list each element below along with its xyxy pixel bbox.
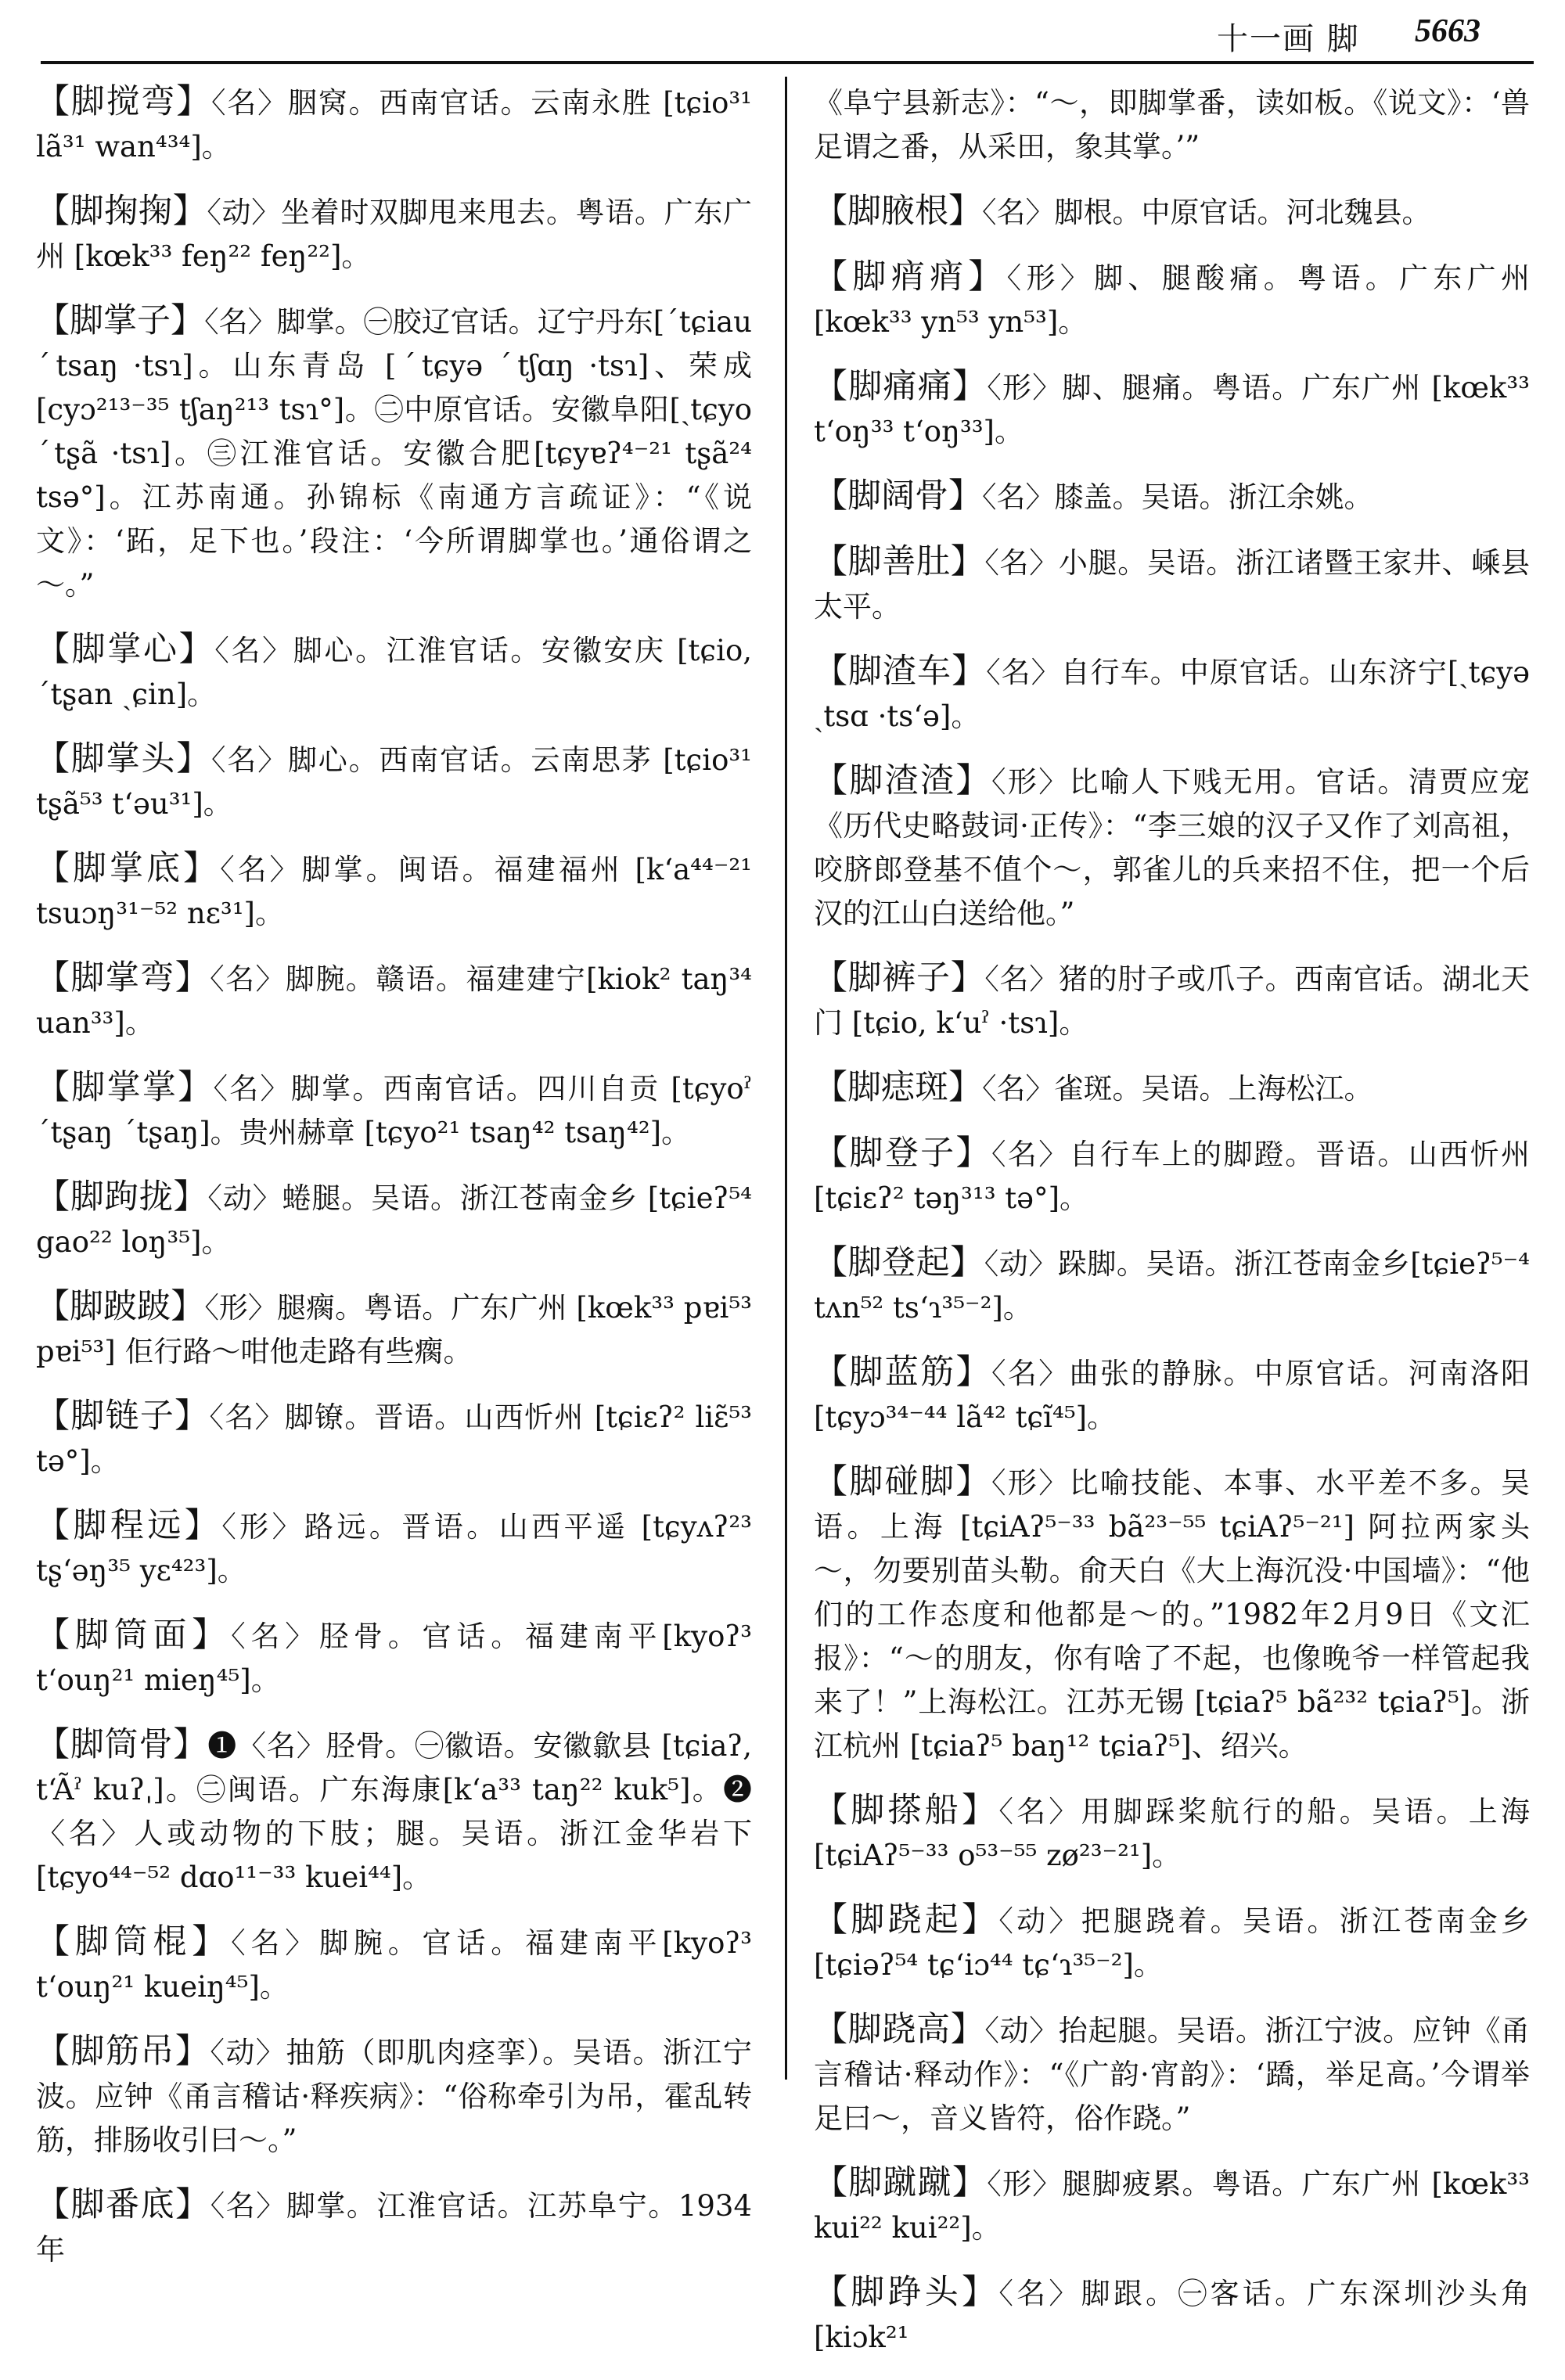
entry-definition: 〈名〉脚腕。官话。福建南平[kyoʔ³ tʻouŋ²¹ kueiŋ⁴⁵]。 (36, 1926, 753, 2004)
entry-headword: 【脚筒棍】 (36, 1922, 232, 1961)
dictionary-entry (36, 299, 752, 607)
dictionary-entry (814, 1131, 1530, 1221)
entry-definition: 〈名〉脚掌。闽语。福建福州 [kʻa⁴⁴⁻²¹ tsuɔŋ³¹⁻⁵² nɛ³¹]。 (36, 853, 753, 930)
dictionary-entry (814, 1789, 1530, 1878)
entry-definition: 〈形〉腿脚疲累。粤语。广东广州 [kœk³³ kui²² kui²²]。 (814, 2167, 1531, 2245)
entry-definition: 〈形〉腿瘸。粤语。广东广州 [kœk³³ pɐi⁵³ pɐi⁵³] 佢行路～咁他走路有些瘸。 (36, 1291, 753, 1368)
entry-headword: 【脚碰脚】 (814, 1462, 991, 1501)
dictionary-entry (36, 1504, 752, 1593)
entry-headword: 【脚痛痛】 (814, 367, 988, 406)
entry-definition: 〈名〉胭窝。西南官话。云南永胜 [tɕio³¹ lã³¹ wan⁴³⁴]。 (36, 86, 753, 164)
entry-definition: 〈名〉雀斑。吴语。上海松江。 (982, 1072, 1373, 1106)
header-rule (41, 61, 1534, 64)
entry-headword: 【脚腋根】 (814, 192, 982, 231)
entry-headword: 【脚筒骨】 (36, 1725, 208, 1764)
entry-definition: 《阜宁县新志》：“～，即脚掌番，读如板。《说文》：‘兽足谓之番，从采田，象其掌。’” (814, 86, 1530, 164)
dictionary-entry (36, 1723, 752, 1900)
entry-headword: 【脚掌子】 (36, 301, 205, 340)
entry-definition: ❶〈名〉胫骨。㊀徽语。安徽歙县 [tɕiaʔ, tʻÃˀ kuʔˌ]。㊁闽语。广东海康[kʻa³³ taŋ²² kuk⁵]。❷〈名〉人或动物的下肢；腿。吴语。浙江金华岩下 [tɕyo⁴⁴⁻⁵² dɑo¹¹⁻³³ kuei⁴⁴]。 (36, 1729, 752, 1894)
entry-definition: 〈形〉比喻人下贱无用。官话。清贾应宠《历代史略鼓词·正传》：“李三娘的汉子又作了刘高祖，咬脐郎登基不值个～，郭雀儿的兵来招不住，把一个后汉的江山白送给他。” (814, 765, 1531, 930)
dictionary-entry (814, 2161, 1530, 2250)
entry-definition: 〈名〉脚根。中原官话。河北魏县。 (982, 196, 1431, 229)
dictionary-entry (36, 1920, 752, 2009)
entry-headword: 【脚蹴蹴】 (814, 2163, 988, 2202)
entry-headword: 【脚掌心】 (36, 630, 215, 669)
entry-definition: 〈名〉小腿。吴语。浙江诸暨王家井、嵊县太平。 (814, 546, 1531, 624)
dictionary-entry (814, 2008, 1530, 2141)
entry-headword: 【脚善肚】 (814, 542, 985, 581)
dictionary-entry (814, 365, 1530, 454)
dictionary-entry (814, 2270, 1530, 2360)
entry-definition: 〈名〉脚掌。江淮官话。江苏阜宁。1934年 (36, 2189, 752, 2267)
dictionary-entry (814, 255, 1530, 344)
entry-headword: 【脚筋吊】 (36, 2032, 210, 2071)
dictionary-entry (814, 189, 1530, 235)
entry-headword: 【脚跷高】 (814, 2010, 985, 2049)
entry-headword: 【脚筒面】 (36, 1616, 232, 1655)
entry-headword: 【脚跛跛】 (36, 1287, 205, 1326)
dictionary-entry (814, 1898, 1530, 1987)
dictionary-entry (36, 1394, 752, 1483)
dictionary-entry (814, 759, 1530, 936)
page-header (0, 0, 1565, 56)
dictionary-entry (36, 2183, 752, 2272)
entry-definition: 〈形〉脚、腿痛。粤语。广东广州 [kœk³³ tʻoŋ³³ tʻoŋ³³]。 (814, 371, 1531, 448)
dictionary-entry (814, 1241, 1530, 1330)
entry-definition: 〈动〉坐着时双脚甩来甩去。粤语。广东广州 [kœk³³ feŋ²² feŋ²²]。 (36, 196, 753, 273)
dictionary-entry (36, 1285, 752, 1374)
entry-headword: 【脚跔拢】 (36, 1177, 208, 1217)
dictionary-entry (36, 1613, 752, 1702)
entry-definition: 〈动〉蜷腿。吴语。浙江苍南金乡 [tɕieʔ⁵⁴ gao²² loŋ³⁵]。 (36, 1181, 752, 1259)
right-column (814, 80, 1530, 2380)
dictionary-entry (36, 956, 752, 1045)
entry-definition: 〈动〉把腿跷着。吴语。浙江苍南金乡 [tɕiəʔ⁵⁴ tɕʻiɔ⁴⁴ tɕʻɿ³⁵⁻²]。 (814, 1904, 1531, 1982)
entry-headword: 【脚阔骨】 (814, 476, 982, 516)
page-number: 5663 (1415, 13, 1480, 49)
section-title: 十一画 脚 (1217, 21, 1360, 57)
entry-definition: 〈动〉跺脚。吴语。浙江苍南金乡[tɕieʔ⁵⁻⁴ tʌn⁵² tsʻɿ³⁵⁻²]。 (814, 1247, 1531, 1325)
entry-headword: 【脚掌底】 (36, 849, 221, 888)
entry-headword: 【脚程远】 (36, 1506, 222, 1545)
entry-headword: 【脚登起】 (814, 1243, 984, 1282)
entry-headword: 【脚痣斑】 (814, 1068, 982, 1107)
dictionary-entry (36, 189, 752, 279)
dictionary-entry (36, 1175, 752, 1264)
entry-headword: 【脚跷起】 (814, 1900, 999, 1940)
entry-headword: 【脚掬掬】 (36, 192, 207, 231)
entry-definition: 〈名〉脚掌。㊀胶辽官话。辽宁丹东[ˊtɕiau ˊtsaŋ ·tsɿ]。山东青岛 [ˊtɕyə ˊtʃɑŋ ·tsɿ]、荣成[cyɔ²¹³⁻³⁵ tʃaŋ²¹³ tsɿ°]。㊁中原官话。安徽阜阳[ˏtɕyo ˊtʂã ·tsɿ]。㊂江淮官话。安徽合肥[tɕyɐʔ⁴⁻²¹ tʂã²⁴ tsə°]。江苏南通。孙锦标《南通方言疏证》：“《说文》：‘跖，足下也。’段注：‘今所谓脚掌也。’通俗谓之～。” (36, 305, 753, 602)
entry-definition: 〈名〉膝盖。吴语。浙江余姚。 (982, 480, 1373, 514)
entry-headword: 【脚搅弯】 (36, 82, 212, 121)
entry-headword: 【脚掌掌】 (36, 1068, 214, 1107)
dictionary-entry (36, 2029, 752, 2162)
entry-headword: 【脚渣渣】 (814, 761, 991, 800)
entry-definition: 〈动〉抽筋（即肌肉痉挛）。吴语。浙江宁波。应钟《甬言稽诂·释疾病》：“俗称牵引为吊，霍乱转筋，排肠收引曰～。” (36, 2036, 753, 2157)
dictionary-entry (814, 649, 1530, 739)
entry-definition: 〈动〉抬起腿。吴语。浙江宁波。应钟《甬言稽诂·释动作》：“《广韵·宵韵》：‘蹻，举足高。’今谓举足曰～，音义皆符，俗作跷。” (814, 2014, 1531, 2135)
entry-headword: 【脚搽船】 (814, 1791, 999, 1830)
entry-headword: 【脚蓝筋】 (814, 1353, 991, 1392)
dictionary-entry (36, 737, 752, 826)
entry-definition: 〈名〉自行车上的脚蹬。晋语。山西忻州 [tɕiɛʔ² təŋ³¹³ tə°]。 (814, 1138, 1531, 1215)
entry-definition: 〈名〉脚心。西南官话。云南思茅 [tɕio³¹ tʂã⁵³ tʻəu³¹]。 (36, 743, 753, 821)
entry-headword: 【脚掌弯】 (36, 958, 210, 998)
entry-headword: 【脚渣车】 (814, 652, 987, 691)
entry-headword: 【脚链子】 (36, 1397, 210, 1436)
entry-headword: 【脚踭头】 (814, 2273, 999, 2312)
entry-definition: 〈形〉比喻技能、本事、水平差不多。吴语。上海 [tɕiAʔ⁵⁻³³ bã²³⁻⁵⁵ tɕiAʔ⁵⁻²¹] 阿拉两家头～，勿要别苗头勒。俞天白《大上海沉没·中国墙》：“他们的工作态度和他都是～的。”1982年2月9日《文汇报》：“～的朋友，你有啥了不起，也像晚爷一样管起我来了！”上海松江。江苏无锡 [tɕiaʔ⁵ bã²³² tɕiaʔ⁵]。浙江杭州 [tɕiaʔ⁵ baŋ¹² tɕiaʔ⁵]、绍兴。 (814, 1466, 1531, 1763)
dictionary-entry (814, 956, 1530, 1045)
entry-headword: 【脚掌头】 (36, 739, 212, 778)
dictionary-entry (814, 1350, 1530, 1440)
entry-definition: 〈名〉脚跟。㊀客话。广东深圳沙头角[kiɔk²¹ (814, 2277, 1531, 2354)
entry-definition: 〈名〉自行车。中原官话。山东济宁[ˏtɕyə ˏtsɑ ·tsʻə]。 (814, 656, 1531, 733)
entry-definition: 〈名〉脚掌。西南官话。四川自贡 [tɕyoˀ ˊtʂaŋ ˊtʂaŋ]。贵州赫章 [tɕyo²¹ tsaŋ⁴² tsaŋ⁴²]。 (36, 1072, 752, 1149)
entry-definition: 〈名〉曲张的静脉。中原官话。河南洛阳 [tɕyɔ³⁴⁻⁴⁴ lã⁴² tɕĩ⁴⁵]。 (814, 1357, 1531, 1434)
entry-definition: 〈名〉用脚踩桨航行的船。吴语。上海 [tɕiAʔ⁵⁻³³ o⁵³⁻⁵⁵ zø²³⁻²¹]。 (814, 1795, 1531, 1872)
dictionary-entry (36, 627, 752, 717)
dictionary-entry (814, 80, 1530, 169)
dictionary-entry (814, 1460, 1530, 1768)
dictionary-entry (814, 474, 1530, 520)
left-column (36, 80, 752, 2292)
entry-definition: 〈名〉脚心。江淮官话。安徽安庆 [tɕio, ˊtʂan ˏɕin]。 (36, 634, 752, 711)
entry-headword: 【脚登子】 (814, 1134, 991, 1173)
entry-definition: 〈名〉猪的肘子或爪子。西南官话。湖北天门 [tɕio, kʻuˀ ·tsɿ]。 (814, 962, 1531, 1040)
entry-definition: 〈名〉脚镣。晋语。山西忻州 [tɕiɛʔ² liɛ̃⁵³ tə°]。 (36, 1400, 752, 1478)
dictionary-entry (814, 1066, 1530, 1111)
entry-headword: 【脚裤子】 (814, 958, 985, 998)
dictionary-entry (36, 1066, 752, 1155)
entry-definition: 〈形〉路远。晋语。山西平遥 [tɕyʌʔ²³ tʂʻəŋ³⁵ yɛ⁴²³]。 (36, 1510, 752, 1587)
dictionary-entry (36, 80, 752, 169)
column-divider (785, 77, 787, 2080)
entry-definition: 〈名〉胫骨。官话。福建南平[kyoʔ³ tʻouŋ²¹ mieŋ⁴⁵]。 (36, 1620, 753, 1697)
entry-headword: 【脚痟痟】 (814, 257, 1007, 297)
dictionary-entry (814, 540, 1530, 629)
dictionary-entry (36, 847, 752, 936)
entry-headword: 【脚番底】 (36, 2185, 210, 2224)
entry-definition: 〈名〉脚腕。赣语。福建建宁[kiok² taŋ³⁴ uan³³]。 (36, 962, 753, 1040)
entry-definition: 〈形〉脚、腿酸痛。粤语。广东广州 [kœk³³ yn⁵³ yn⁵³]。 (814, 261, 1530, 339)
